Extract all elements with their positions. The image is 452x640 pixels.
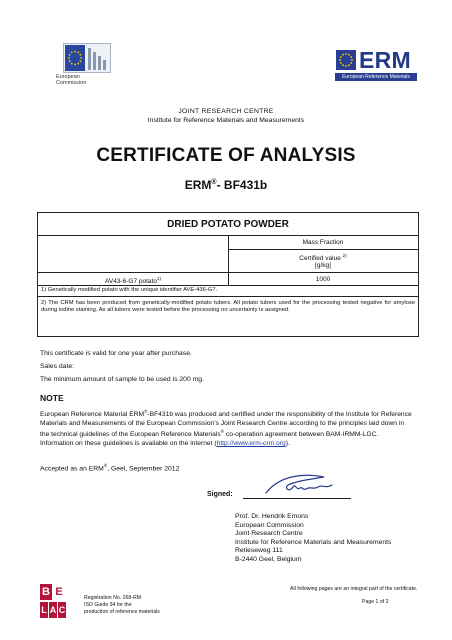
erm-wordmark: ERM [359, 47, 412, 73]
jrc-header: JOINT RESEARCH CENTRE [178, 108, 274, 115]
accepted-line: Accepted as an ERM®, Geel, September 2012 [40, 463, 180, 473]
column-header-mass-fraction: Mass Fraction [302, 239, 344, 246]
erm-logo-subtitle: European Reference Materials [335, 73, 417, 81]
page-number: Page 1 of 2 [362, 599, 389, 605]
ec-logo-line1: European [56, 74, 80, 80]
note-paragraph: European Reference Material ERM®-BF431b was produced and certified under the responsibility of the Institute for Reference Materials and Measurements of the European Commission's Joint Research Centre according to the principles laid down in the technical guidelines of the European Reference Materials® co-operation agreement between BAM-IRMM-LGC. Information on these guidelines is available on the internet (http://www.erm-crm.org). [40, 409, 412, 448]
signed-label: Signed: [207, 491, 233, 498]
accreditation-footer: Registration No. 268-RM ISO Guide 34 for the production of reference materials [84, 595, 160, 615]
irmm-header: Institute for Reference Materials and Measurements [147, 117, 305, 124]
berlaymont-icon [88, 48, 106, 70]
unit-label: [g/kg] [315, 262, 331, 269]
signer-name: Prof. Dr. Hendrik Emons [235, 513, 309, 520]
european-commission-logo [56, 43, 116, 91]
certified-value: 1000 [315, 276, 331, 283]
material-name: DRIED POTATO POWDER [167, 219, 289, 230]
ec-logo-line2: Commission [56, 80, 87, 87]
signature-image [258, 469, 338, 501]
eu-flag-icon [65, 45, 85, 71]
signer-line-3: Joint Research Centre [235, 530, 303, 538]
row-label: AV43-6-G7 potato$^{1)}$ [105, 276, 161, 286]
material-code: ERM®- BF431b [184, 178, 268, 192]
page-title: CERTIFICATE OF ANALYSIS [96, 145, 356, 166]
table-footnote-1: 1) Genetically modified potato with the unique identifier AVE-436-G7. [41, 287, 218, 293]
certified-value-label: Certified value $^{2)}$ [299, 253, 347, 263]
signer-line-5: Retieseweg 111 [235, 547, 283, 555]
certified-values-table [37, 212, 419, 337]
eu-stars-icon [336, 50, 356, 70]
signer-block [235, 513, 391, 565]
validity-text: This certificate is valid for one year after purchase. [40, 350, 192, 357]
sales-date-label: Sales date: [40, 363, 75, 370]
erm-logo [335, 49, 417, 83]
signer-line-4: Institute for Reference Materials and Measurements [235, 538, 392, 546]
integral-part-note: All following pages are an integral part of the certificate. [290, 586, 418, 592]
erm-website-link[interactable]: http://www.erm-crm.org [216, 440, 286, 448]
minimum-amount-text: The minimum amount of sample to be used is 200 mg. [40, 376, 204, 383]
signature-line [243, 498, 351, 499]
signer-line-6: B-2440 Geel, Belgium [235, 555, 302, 563]
belac-logo: B E L A C [40, 584, 66, 620]
note-heading: NOTE [40, 393, 64, 403]
table-footnote-2: 2) The CRM has been produced from genetically-modified potato tubers. All potato tubers used for the processing tested negative for amylose during iodine staining. As all tubers were tested before the processing no uncertainty is assigned. [41, 300, 415, 314]
signer-line-2: European Commission [235, 521, 304, 529]
